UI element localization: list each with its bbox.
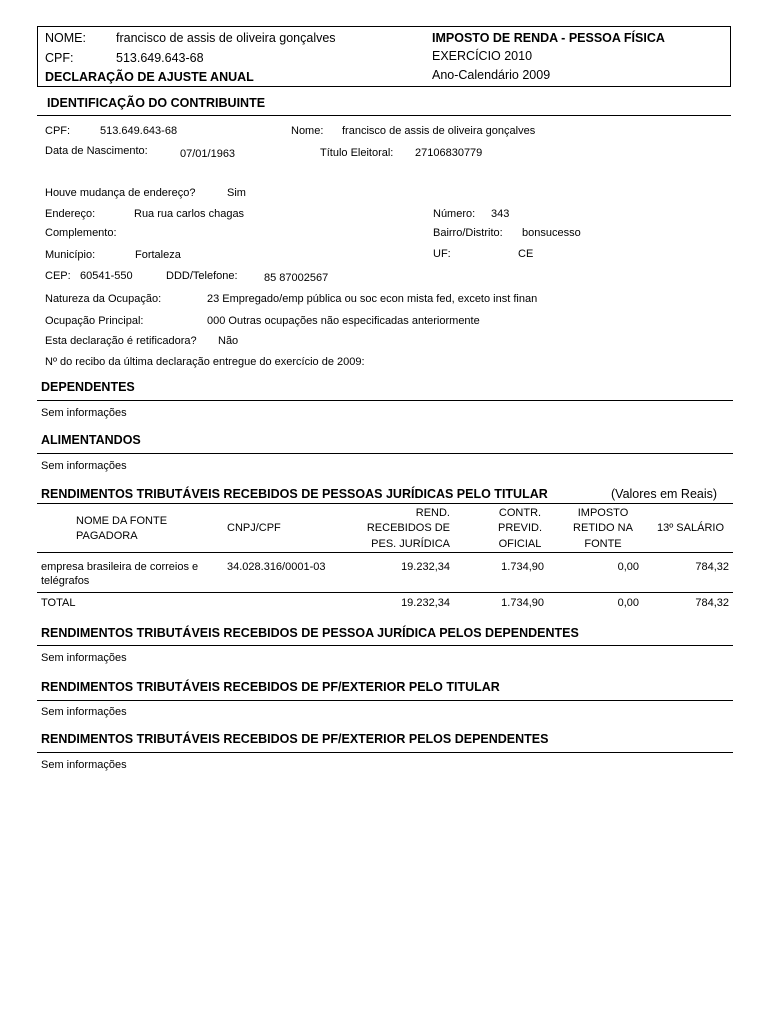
row-salario13: 784,32 <box>695 561 729 573</box>
id-uf-label: UF: <box>433 248 451 260</box>
rend-table-row-line <box>37 592 733 593</box>
header-nome-label: NOME: <box>45 31 86 45</box>
col-fonte-2: PAGADORA <box>76 530 138 542</box>
rend-pj-dependentes-info: Sem informações <box>41 652 127 664</box>
col-contr-3: OFICIAL <box>498 538 542 550</box>
id-nascimento-value: 07/01/1963 <box>180 148 236 160</box>
id-titulo-eleitoral-value: 27106830779 <box>415 147 483 159</box>
id-telefone-label: DDD/Telefone: <box>166 270 238 282</box>
row-cnpj: 34.028.316/0001-03 <box>227 561 326 573</box>
col-contr-1: CONTR. <box>498 507 542 519</box>
id-cpf-value: 513.649.643-68 <box>100 125 178 137</box>
alimentandos-line <box>37 453 733 454</box>
rend-pf-titular-line <box>37 700 733 701</box>
col-rend-2: RECEBIDOS DE <box>366 522 450 534</box>
col-13-salario: 13º SALÁRIO <box>657 522 724 534</box>
header-declaracao: DECLARAÇÃO DE AJUSTE ANUAL <box>45 70 254 84</box>
col-contr-2: PREVID. <box>497 522 542 534</box>
header-exercicio: EXERCÍCIO 2010 <box>432 49 533 63</box>
rend-pj-titular-title: RENDIMENTOS TRIBUTÁVEIS RECEBIDOS DE PESSOAS JURÍDICAS PELO TITULAR <box>41 487 548 501</box>
total-contr: 1.734,90 <box>501 597 544 609</box>
id-municipio-label: Município: <box>45 249 96 261</box>
identificacao-title: IDENTIFICAÇÃO DO CONTRIBUINTE <box>47 96 266 110</box>
total-salario13: 784,32 <box>695 597 729 609</box>
id-ocupacao-value: 000 Outras ocupações não especificadas anteriormente <box>207 315 480 327</box>
dependentes-line <box>37 400 733 401</box>
id-numero-value: 343 <box>491 208 510 220</box>
id-nascimento-label: Data de Nascimento: <box>45 145 148 157</box>
header-bottom-line <box>37 86 731 87</box>
row-fonte-1: empresa brasileira de correios e <box>41 561 199 573</box>
rend-pj-dependentes-line <box>37 645 733 646</box>
header-titulo: IMPOSTO DE RENDA - PESSOA FÍSICA <box>432 31 665 45</box>
row-contr: 1.734,90 <box>501 561 544 573</box>
alimentandos-title: ALIMENTANDOS <box>41 433 141 447</box>
id-complemento-label: Complemento: <box>45 227 117 239</box>
id-nome-value: francisco de assis de oliveira gonçalves <box>342 125 536 137</box>
total-rend: 19.232,34 <box>401 597 450 609</box>
rend-table-header-line <box>37 552 733 553</box>
rend-pf-titular-info: Sem informações <box>41 706 127 718</box>
identificacao-line <box>37 115 731 116</box>
id-mudanca-label: Houve mudança de endereço? <box>45 187 196 199</box>
header-cpf-value: 513.649.643-68 <box>116 51 204 65</box>
col-rend-1: REND. <box>415 507 450 519</box>
id-cep-label: CEP: <box>45 270 71 282</box>
alimentandos-info: Sem informações <box>41 460 127 472</box>
id-retificadora-label: Esta declaração é retificadora? <box>45 335 197 347</box>
id-bairro-label: Bairro/Distrito: <box>433 227 503 239</box>
col-fonte-1: NOME DA FONTE <box>76 515 168 527</box>
total-label: TOTAL <box>41 597 76 609</box>
header-cpf-label: CPF: <box>45 51 74 65</box>
header-nome-value: francisco de assis de oliveira gonçalves <box>116 31 336 45</box>
rend-pf-dependentes-info: Sem informações <box>41 759 127 771</box>
id-uf-value: CE <box>518 248 534 260</box>
id-bairro-value: bonsucesso <box>522 227 581 239</box>
col-imposto-3: FONTE <box>584 538 622 550</box>
col-imposto-2: RETIDO NA <box>573 522 633 534</box>
dependentes-info: Sem informações <box>41 407 127 419</box>
rend-pj-dependentes-title: RENDIMENTOS TRIBUTÁVEIS RECEBIDOS DE PESSOA JURÍDICA PELOS DEPENDENTES <box>41 626 579 640</box>
id-natureza-value: 23 Empregado/emp pública ou soc econ mista fed, exceto inst finan <box>207 293 538 305</box>
rend-pf-dependentes-title: RENDIMENTOS TRIBUTÁVEIS RECEBIDOS DE PF/EXTERIOR PELOS DEPENDENTES <box>41 732 549 746</box>
id-mudanca-value: Sim <box>227 187 246 199</box>
header-ano-calendario: Ano-Calendário 2009 <box>432 68 551 82</box>
col-rend-3: PES. JURÍDICA <box>371 538 450 550</box>
id-numero-label: Número: <box>433 208 476 220</box>
rend-pj-titular-note: (Valores em Reais) <box>611 487 718 501</box>
id-endereco-label: Endereço: <box>45 208 96 220</box>
total-imposto: 0,00 <box>617 597 639 609</box>
rend-pj-titular-line-top <box>37 503 733 504</box>
id-telefone-value: 85 87002567 <box>264 272 329 284</box>
rend-pf-titular-title: RENDIMENTOS TRIBUTÁVEIS RECEBIDOS DE PF/EXTERIOR PELO TITULAR <box>41 680 500 694</box>
col-imposto-1: IMPOSTO <box>577 507 629 519</box>
dependentes-title: DEPENDENTES <box>41 380 135 394</box>
id-cep-value: 60541-550 <box>80 270 133 282</box>
col-cnpj: CNPJ/CPF <box>227 522 281 534</box>
id-municipio-value: Fortaleza <box>135 249 181 261</box>
id-cpf-label: CPF: <box>45 125 71 137</box>
id-nome-label: Nome: <box>291 125 324 137</box>
id-endereco-value: Rua rua carlos chagas <box>134 208 245 220</box>
row-imposto: 0,00 <box>617 561 639 573</box>
id-natureza-label: Natureza da Ocupação: <box>45 293 162 305</box>
id-recibo-label: Nº do recibo da última declaração entregue do exercício de 2009: <box>45 356 365 368</box>
rend-pf-dependentes-line <box>37 752 733 753</box>
row-fonte-2: telégrafos <box>41 575 90 587</box>
id-ocupacao-label: Ocupação Principal: <box>45 315 144 327</box>
row-rend: 19.232,34 <box>401 561 450 573</box>
id-retificadora-value: Não <box>218 335 239 347</box>
id-titulo-eleitoral-label: Título Eleitoral: <box>320 147 394 159</box>
